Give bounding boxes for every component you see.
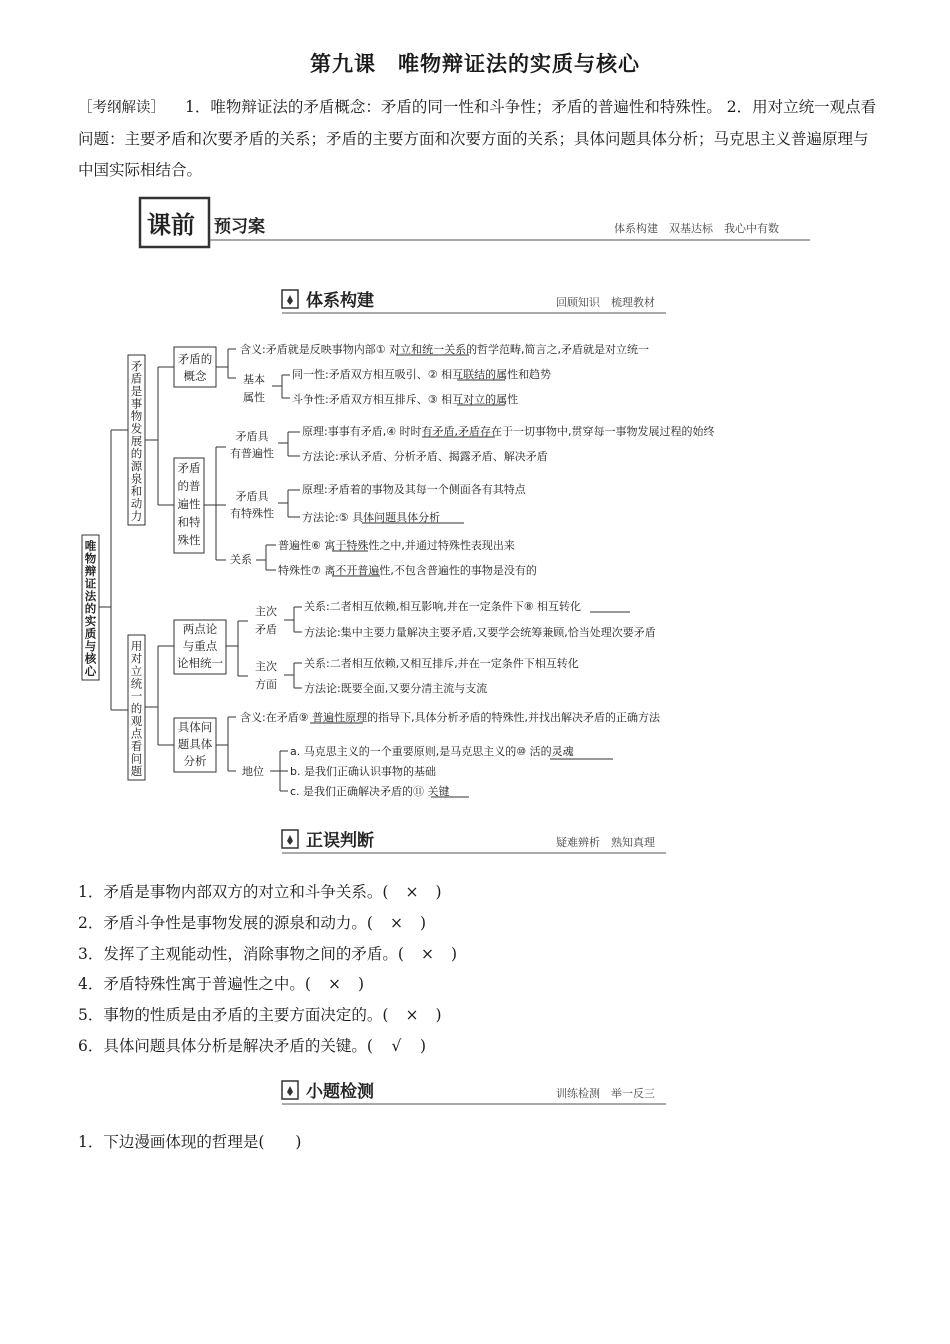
section-sub-system: 回顾知识 梳理教材 [556, 296, 655, 309]
speciality-line2: 有特殊性 [230, 507, 274, 520]
main-aspect-line2: 方面 [255, 678, 277, 691]
outline-text: 1．唯物辩证法的矛盾概念：矛盾的同一性和斗争性；矛盾的普遍性和特殊性。 2．用对立统一观点看问题：主要矛盾和次要矛盾的关系；矛盾的主要方面和次要方面的关系；具体问题具体分析；马克思主义普遍原理与中国实际相结合。 [78, 98, 877, 179]
branch1-char: 力 [130, 509, 143, 523]
outline-tag: ［考纲解读］ [78, 100, 165, 116]
rel-univ: 普遍性⑥ 寓于特殊性之中,并通过特殊性表现出来 [278, 539, 515, 552]
branch2-char: 看 [130, 739, 143, 753]
prestudy-banner [140, 198, 810, 247]
basic-attr-line1: 基本 [243, 373, 265, 386]
univ-spec-line3: 遍性 [177, 497, 201, 511]
branch2-char: 统 [130, 676, 143, 691]
univ-spec-line4: 和特 [177, 515, 201, 529]
diagram-texts [84, 342, 715, 798]
status-b: b. 是我们正确认识事物的基础 [290, 765, 436, 778]
status-a: a. 马克思主义的一个重要原则,是马克思主义的⑩ 活的灵魂 [290, 745, 574, 758]
branch1-char: 展 [130, 434, 143, 448]
answer-mark: × [420, 945, 434, 963]
branch1-char: 源 [130, 459, 143, 473]
concrete-line3: 分析 [183, 754, 207, 768]
univ-method: 方法论:承认矛盾、分析矛盾、揭露矛盾、解决矛盾 [302, 450, 548, 463]
root-char: 质 [84, 626, 97, 641]
branch2-char: 对 [130, 651, 143, 666]
root-char: 与 [84, 639, 97, 653]
branch2-char: 一 [130, 689, 143, 703]
branch1-char: 的 [130, 446, 143, 461]
branch1-char: 盾 [130, 371, 143, 386]
univ-principle: 原理:事事有矛盾,④ 时时有矛盾,矛盾存在于一切事物中,贯穿每一事物发展过程的始终 [302, 425, 715, 438]
branch1-char: 矛 [130, 359, 143, 373]
concept-line1: 矛盾的 [177, 352, 213, 366]
question-1: 1．下边漫画体现的哲理是( ) [78, 1133, 302, 1151]
two-points-line2: 与重点 [182, 639, 218, 653]
two-points-line1: 两点论 [182, 622, 218, 636]
root-char: 的 [84, 601, 97, 616]
concrete-def: 含义:在矛盾⑨ 普遍性原理的指导下,具体分析矛盾的特殊性,并找出解决矛盾的正确方法 [240, 711, 661, 724]
judgement-item: 6．具体问题具体分析是解决矛盾的关键。( √ ) [78, 1037, 426, 1055]
basic-attr-line2: 属性 [243, 391, 265, 404]
status-label: 地位 [242, 765, 264, 778]
section-sub-check: 训练检测 举一反三 [556, 1087, 655, 1100]
section-header-judge [282, 830, 666, 853]
judgement-item: 1．矛盾是事物内部双方的对立和斗争关系。( × ) [78, 883, 442, 901]
struggle-text: 斗争性:矛盾双方相互排斥、③ 相互对立的属性 [292, 393, 519, 406]
branch2-char: 观 [130, 714, 143, 728]
section-title-system: 体系构建 [306, 291, 374, 311]
spec-method: 方法论:⑤ 具体问题具体分析 [302, 511, 441, 524]
judgement-item: 2．矛盾斗争性是事物发展的源泉和动力。( × ) [78, 914, 426, 932]
branch1-char: 是 [130, 384, 143, 398]
branch2-char: 问 [130, 751, 143, 766]
concept-line2: 概念 [183, 369, 207, 383]
universality-line2: 有普遍性 [230, 447, 274, 460]
root-char: 辩 [84, 564, 97, 578]
judgement-item: 4．矛盾特殊性寓于普遍性之中。( × ) [78, 975, 364, 993]
branch2-char: 的 [130, 701, 143, 716]
answer-mark: × [389, 914, 403, 932]
banner-big-text: 课前 [147, 211, 195, 239]
main-aspect-line1: 主次 [255, 660, 277, 673]
section-header-system [282, 290, 666, 313]
main-contra-line1: 主次 [255, 605, 277, 618]
answer-mark: × [405, 1006, 419, 1024]
ma-relation: 关系:二者相互依赖,又相互排斥,并在一定条件下相互转化 [304, 657, 579, 670]
concrete-line1: 具体问 [177, 720, 213, 734]
concept-def: 含义:矛盾就是反映事物内部① 对立和统一关系的哲学范畴,简言之,矛盾就是对立统一 [240, 343, 650, 356]
univ-spec-line1: 矛盾 [177, 461, 201, 475]
judgement-item: 5．事物的性质是由矛盾的主要方面决定的。( × ) [78, 1006, 442, 1024]
section-sub-judge: 疑难辨析 熟知真理 [556, 836, 655, 849]
branch1-label [131, 359, 143, 523]
branch2-char: 题 [130, 764, 143, 778]
univ-spec-line5: 殊性 [177, 533, 201, 547]
branch2-char: 用 [130, 639, 143, 653]
nib-glyph [287, 835, 293, 845]
branch1-char: 发 [130, 421, 143, 436]
root-char: 唯 [84, 539, 97, 553]
branch1-char: 动 [130, 496, 143, 511]
ma-method: 方法论:既要全面,又要分清主流与支流 [304, 682, 488, 695]
answer-mark: × [405, 883, 419, 901]
answer-mark: √ [391, 1037, 402, 1055]
root-label [84, 539, 97, 678]
section-title-judge: 正误判断 [306, 831, 374, 851]
branch1-char: 泉 [130, 471, 143, 486]
status-c: c. 是我们正确解决矛盾的⑪ 关键 [290, 785, 450, 798]
page-title: 第九课 唯物辩证法的实质与核心 [310, 52, 640, 76]
root-char: 核 [84, 651, 97, 666]
root-char: 心 [84, 664, 97, 678]
branch1-char: 事 [130, 396, 143, 411]
root-char: 法 [84, 589, 97, 603]
main-contra-line2: 矛盾 [255, 623, 277, 636]
banner-right-text: 体系构建 双基达标 我心中有数 [614, 222, 779, 235]
mc-relation: 关系:二者相互依赖,相互影响,并在一定条件下⑧ 相互转化 [304, 600, 582, 613]
speciality-line1: 矛盾具 [235, 490, 269, 503]
answer-mark: × [327, 975, 341, 993]
branch2-label [131, 639, 143, 778]
nib-glyph [287, 1086, 293, 1096]
branch2-char: 点 [130, 726, 143, 741]
spec-principle: 原理:矛盾着的事物及其每一个侧面各有其特点 [302, 483, 526, 496]
univ-spec-line2: 的普 [177, 479, 201, 493]
banner-small-text: 预习案 [214, 217, 265, 237]
root-char: 实 [84, 614, 97, 628]
root-char: 物 [84, 551, 97, 566]
identity-text: 同一性:矛盾双方相互吸引、② 相互联结的属性和趋势 [292, 368, 552, 381]
judgement-item: 3．发挥了主观能动性，消除事物之间的矛盾。( × ) [78, 945, 457, 963]
section-title-check: 小题检测 [306, 1082, 374, 1102]
branch1-char: 物 [130, 409, 143, 423]
rel-spec: 特殊性⑦ 离不开普遍性,不包含普遍性的事物是没有的 [278, 564, 537, 577]
relation-label: 关系 [230, 553, 252, 566]
nib-glyph [287, 295, 293, 305]
section-header-check [282, 1081, 666, 1104]
root-char: 证 [84, 576, 97, 591]
universality-line1: 矛盾具 [235, 430, 269, 443]
mc-method: 方法论:集中主要力量解决主要矛盾,又要学会统筹兼顾,恰当处理次要矛盾 [304, 626, 656, 639]
two-points-line3: 论相统一 [177, 656, 223, 670]
branch2-char: 立 [130, 664, 143, 678]
concrete-line2: 题具体 [177, 737, 213, 751]
branch1-char: 和 [130, 484, 143, 498]
